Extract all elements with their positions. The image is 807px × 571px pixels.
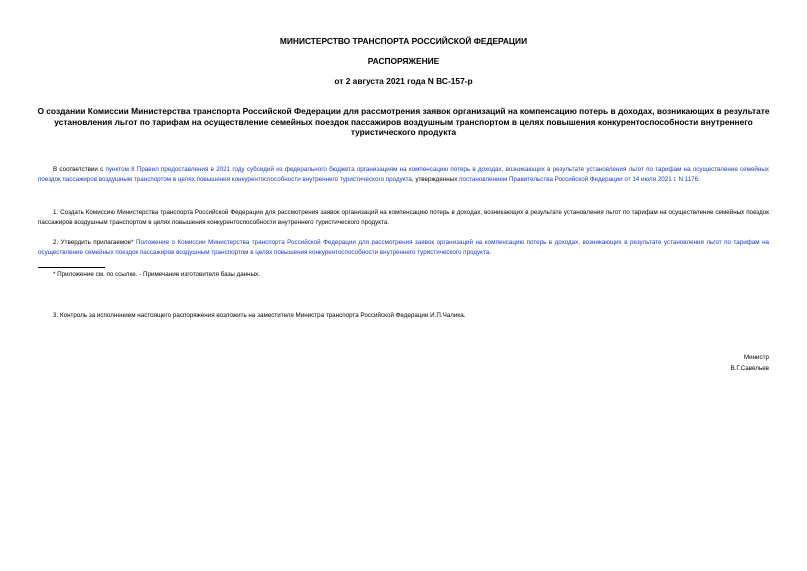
preamble-link-resolution[interactable]: постановлением Правительства Российской Федерации от 14 июля 2021 г. N 1176	[459, 176, 699, 183]
preamble-paragraph	[38, 165, 769, 185]
document-date-number: от 2 августа 2021 года N ВС-157-р	[334, 76, 473, 86]
signature-position: Министр	[743, 354, 769, 361]
preamble-prefix: В соответствии с	[53, 166, 106, 173]
ministry-heading: МИНИСТЕРСТВО ТРАНСПОРТА РОССИЙСКОЙ ФЕДЕРАЦИИ	[279, 36, 528, 46]
footnote: * Приложение см. по ссылке. - Примечание изготовителя базы данных.	[53, 271, 260, 278]
preamble-middle: , утвержденных	[411, 176, 460, 183]
item-1-paragraph: 1. Создать Комиссию Министерства транспорта Российской Федерации для рассмотрения заявок организаций на компенсацию потерь в доходах, возникающих в результате установления льгот по тарифам на осуществление семейных поездок пассажиров воздушным транспортом в целях повышения конкурентоспособности внутреннего туристического продукта.	[38, 209, 769, 226]
item-2-suffix: .	[489, 249, 491, 256]
document-title: О создании Комиссии Министерства транспорта Российской Федерации для рассмотрения заявок организаций на компенсацию потерь в доходах, возникающих в результате установления льгот по тарифам на осуществление семейных поездок пассажиров воздушным транспортом в целях повышения конкурентоспособности внутреннего туристического продукта	[37, 106, 770, 137]
signature-name: В.Г.Савельев	[730, 365, 769, 372]
preamble-suffix: :	[698, 176, 700, 183]
item-2-link-regulation[interactable]: Положение о Комиссии Министерства транспорта Российской Федерации для рассмотрения заявок организаций на компенсацию потерь в доходах, возникающих в результате установления льгот по тарифам на осуществление семейных поездок пассажиров воздушным транспортом в целях повышения конкурентоспособности внутреннего туристического продукта	[38, 239, 769, 256]
item-3-paragraph: 3. Контроль за исполнением настоящего распоряжения возложить на заместителя Министра транспорта Российской Федерации И.П.Чалика.	[53, 312, 466, 319]
footnote-divider	[38, 267, 105, 268]
preamble-link-rules[interactable]: пунктом 8 Правил предоставления в 2021 году субсидий из федерального бюджета организациям на компенсацию потерь в доходах, возникающих в результате установления льгот по тарифам на осуществление семейных поездок пассажиров воздушным транспортом в целях повышения конкурентоспособности внутреннего туристического продукта	[38, 166, 769, 183]
item-2-paragraph	[38, 238, 769, 258]
document-type: РАСПОРЯЖЕНИЕ	[367, 56, 440, 66]
item-2-prefix: 2. Утвердить прилагаемое*	[53, 239, 137, 246]
